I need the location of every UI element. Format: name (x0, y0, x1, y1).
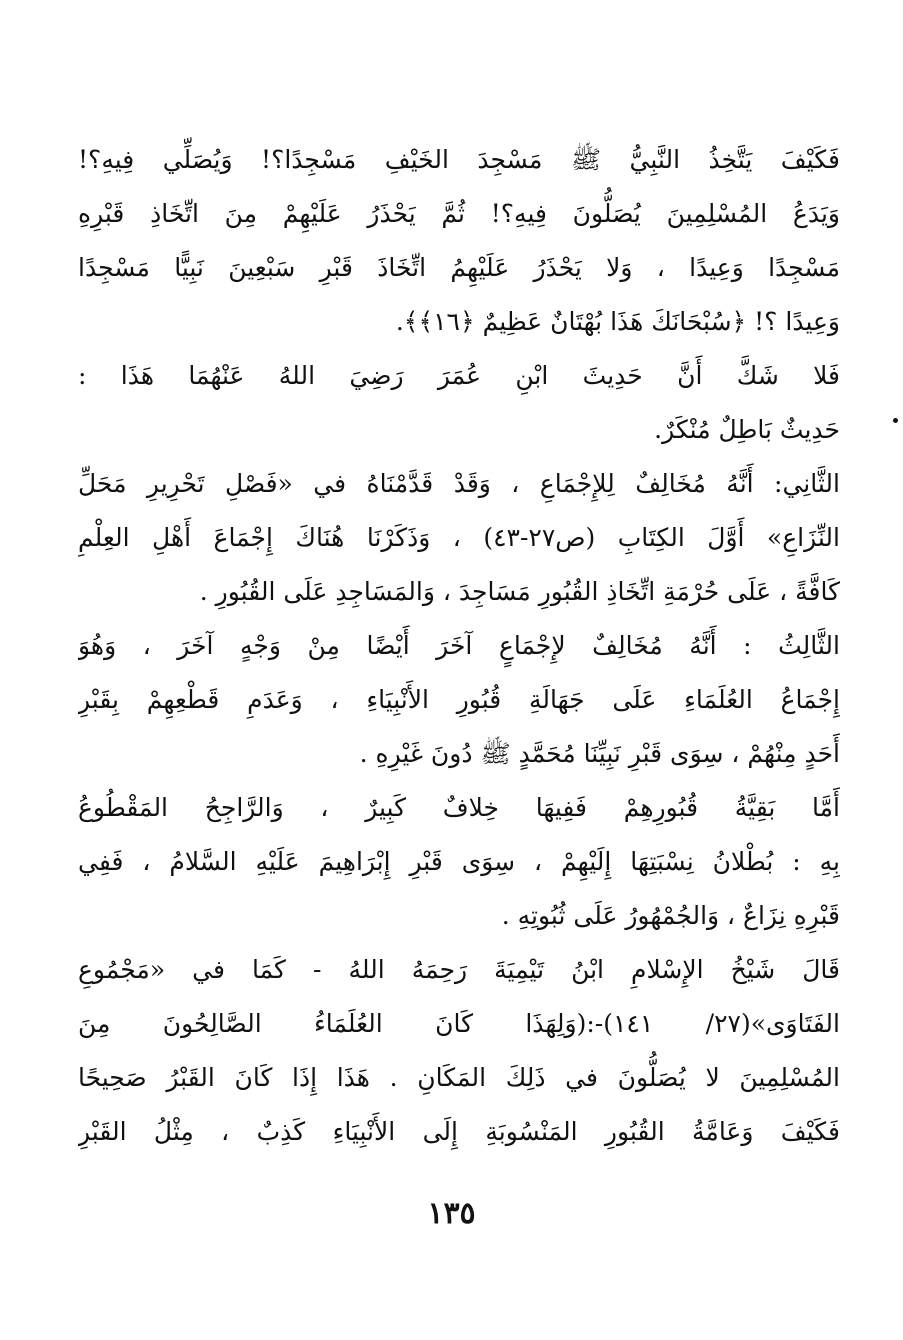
text-line: مَسْجِدًا وَعِيدًا ، وَلا يَحْذَرُ عَلَيْهِمُ اتِّخَاذَ قَبْرِ سَبْعِينَ نَبِيًّا مَسْجِدًا (78, 253, 840, 282)
page-number: ١٣٥ (427, 1196, 476, 1231)
text-line: فَكَيْفَ وَعَامَّةُ القُبُورِ المَنْسُوبَةِ إِلَى الأَنْبِيَاءِ كَذِبٌ ، مِثْلُ القَبْرِ (78, 1117, 840, 1146)
text-line: قَالَ شَيْخُ الإِسْلامِ ابْنُ تَيْمِيَةَ رَحِمَهُ اللهُ - كَمَا في «مَجْمُوعِ (78, 955, 840, 984)
text-line: الثَّانِي: أَنَّهُ مُخَالِفٌ لِلإِجْمَاعِ ، وَقَدْ قَدَّمْنَاهُ في «فَصْلِ تَحْرِيرِ مَحَلِّ (78, 469, 840, 498)
text-line: النِّزَاعِ» أَوَّلَ الكِتَابِ (ص٢٧-٤٣) ، وَذَكَرْنَا هُنَاكَ إِجْمَاعَ أَهْلِ العِلْمِ (78, 523, 840, 552)
text-line: أَمَّا بَقِيَّةُ قُبُورِهِمْ فَفِيهَا خِلافٌ كَبِيرٌ ، وَالرَّاجِحُ المَقْطُوعُ (78, 793, 840, 822)
margin-mark (893, 418, 898, 423)
text-line: فَكَيْفَ يَتَّخِذُ النَّبِيُّ ﷺ مَسْجِدَ الخَيْفِ مَسْجِدًا؟! وَيُصَلِّي فِيهِ؟! (78, 145, 840, 174)
text-line: فَلا شَكَّ أَنَّ حَدِيثَ ابْنِ عُمَرَ رَضِيَ اللهُ عَنْهُمَا هَذَا : (78, 361, 840, 390)
text-line: الثَّالِثُ : أَنَّهُ مُخَالِفٌ لإِجْمَاعٍ آخَرَ أَيْضًا مِنْ وَجْهٍ آخَرَ ، وَهُوَ (78, 631, 840, 660)
text-line: كَافَّةً ، عَلَى حُرْمَةِ اتِّخَاذِ القُبُورِ مَسَاجِدَ ، وَالمَسَاجِدِ عَلَى القُبُورِ . (199, 577, 840, 606)
text-line: أَحَدٍ مِنْهُمْ ، سِوَى قَبْرِ نَبِيِّنَا مُحَمَّدٍ ﷺ دُونَ غَيْرِهِ . (359, 739, 840, 768)
text-line: حَدِيثٌ بَاطِلٌ مُنْكَرٌ. (654, 415, 840, 444)
text-line: قَبْرِهِ نِزَاعٌ ، وَالجُمْهُورُ عَلَى ثُبُوتِهِ . (501, 901, 840, 930)
page-body (78, 133, 840, 1159)
text-line: وَيَدَعُ المُسْلِمِينَ يُصَلُّونَ فِيهِ؟! ثُمَّ يَحْذَرُ عَلَيْهِمْ مِنَ اتِّخَاذِ قَبْرِهِ (78, 199, 840, 228)
text-line: بِهِ : بُطْلانُ نِسْبَتِهَا إِلَيْهِمْ ، سِوَى قَبْرِ إِبْرَاهِيمَ عَلَيْهِ السَّلامُ ، فَفِي (78, 847, 840, 876)
text-line: المُسْلِمِينَ لا يُصَلُّونَ في ذَلِكَ المَكَانِ . هَذَا إِذَا كَانَ القَبْرُ صَحِيحًا (78, 1063, 840, 1092)
text-line: الفَتَاوَى»(٢٧/ ١٤١)-:(وَلِهَذَا كَانَ العُلَمَاءُ الصَّالِحُونَ مِنَ (78, 1009, 840, 1038)
text-line: إِجْمَاعُ العُلَمَاءِ عَلَى جَهَالَةِ قُبُورِ الأَنْبِيَاءِ ، وَعَدَمِ قَطْعِهِمْ بِقَبْرِ (78, 685, 840, 714)
text-line: وَعِيدًا ؟! ﴿سُبْحَانَكَ هَذَا بُهْتَانٌ عَظِيمٌ ﴿١٦﴾﴾. (395, 307, 840, 336)
